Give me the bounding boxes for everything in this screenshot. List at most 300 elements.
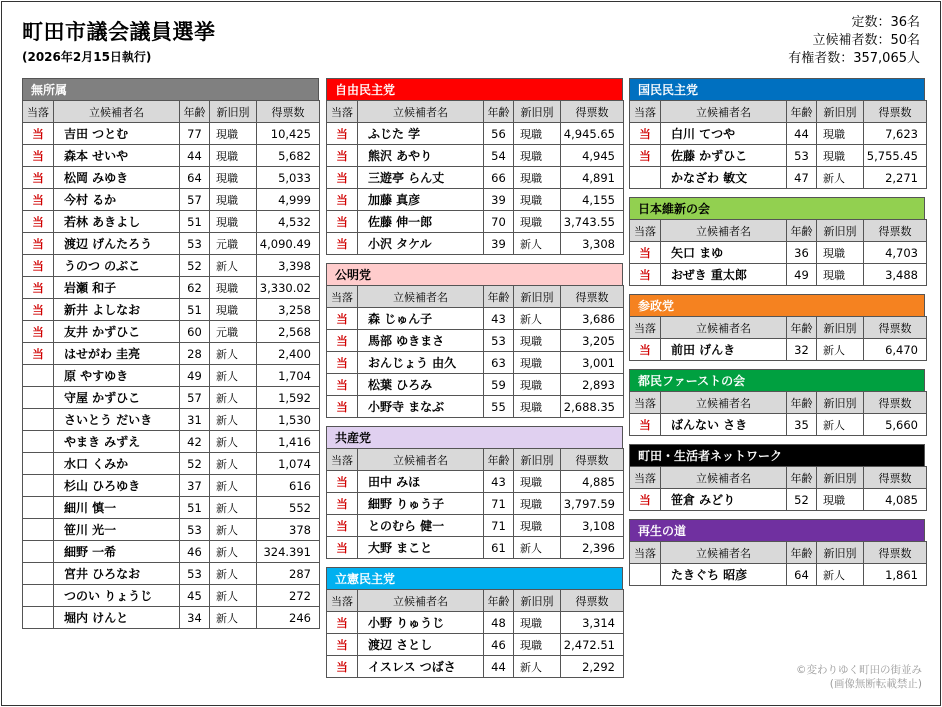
candidate-win: 当 (630, 414, 661, 436)
table-row (23, 189, 320, 211)
candidate-age: 45 (180, 585, 210, 607)
party-block (22, 78, 319, 629)
candidate-win (23, 541, 54, 563)
candidate-age: 47 (787, 167, 817, 189)
table-row (630, 339, 927, 361)
column-header-votes: 得票数 (561, 449, 624, 471)
column-header-name: 立候補者名 (661, 317, 787, 339)
candidate-age: 54 (484, 145, 514, 167)
candidate-votes: 3,743.55 (561, 211, 624, 233)
candidate-win: 当 (23, 123, 54, 145)
table-row (23, 453, 320, 475)
candidate-win: 当 (23, 343, 54, 365)
candidate-name: 細野 一希 (54, 541, 180, 563)
candidate-status: 現職 (514, 167, 561, 189)
candidate-status: 現職 (817, 242, 864, 264)
candidate-name: 原 やすゆき (54, 365, 180, 387)
table-row (327, 330, 624, 352)
party-header: 都民ファーストの会 (629, 369, 925, 391)
candidate-table (629, 316, 927, 361)
candidate-win: 当 (327, 612, 358, 634)
candidate-win: 当 (327, 145, 358, 167)
candidate-status: 現職 (514, 145, 561, 167)
candidate-name: 新井 よしなお (54, 299, 180, 321)
column-header-votes: 得票数 (864, 220, 927, 242)
candidate-status: 元職 (210, 321, 257, 343)
party-block (326, 263, 623, 418)
candidate-votes: 552 (257, 497, 320, 519)
candidate-win: 当 (327, 396, 358, 418)
candidate-votes: 3,258 (257, 299, 320, 321)
candidate-name: 矢口 まゆ (661, 242, 787, 264)
candidate-age: 39 (484, 189, 514, 211)
candidate-votes: 10,425 (257, 123, 320, 145)
candidate-status: 新人 (210, 541, 257, 563)
table-header-row (327, 101, 624, 123)
candidate-age: 49 (787, 264, 817, 286)
candidate-age: 71 (484, 515, 514, 537)
column-header-votes: 得票数 (561, 590, 624, 612)
column-header-status: 新旧別 (817, 101, 864, 123)
candidate-name: 佐藤 かずひこ (661, 145, 787, 167)
candidate-age: 57 (180, 387, 210, 409)
candidate-status: 新人 (210, 343, 257, 365)
table-row (327, 123, 624, 145)
candidates-count: 立候補者数：50名 (812, 33, 920, 48)
candidate-name: さいとう だいき (54, 409, 180, 431)
candidate-name: 白川 てつや (661, 123, 787, 145)
candidate-status: 現職 (514, 189, 561, 211)
candidate-votes: 4,085 (864, 489, 927, 511)
column-header-votes: 得票数 (864, 392, 927, 414)
table-row (630, 489, 927, 511)
candidate-age: 77 (180, 123, 210, 145)
candidate-win: 当 (327, 211, 358, 233)
candidate-status: 新人 (514, 656, 561, 678)
column-header-age: 年齢 (787, 317, 817, 339)
candidate-age: 61 (484, 537, 514, 559)
candidate-name: 杉山 ひろゆき (54, 475, 180, 497)
candidate-win: 当 (23, 233, 54, 255)
candidate-name: 松葉 ひろみ (358, 374, 484, 396)
candidate-name: イスレス つばさ (358, 656, 484, 678)
candidate-win (23, 431, 54, 453)
column-header-win: 当落 (23, 101, 54, 123)
candidate-status: 現職 (514, 471, 561, 493)
candidate-win: 当 (327, 189, 358, 211)
candidate-votes: 246 (257, 607, 320, 629)
table-row (630, 414, 927, 436)
candidate-votes: 3,108 (561, 515, 624, 537)
candidate-votes: 1,592 (257, 387, 320, 409)
candidate-status: 新人 (210, 431, 257, 453)
candidate-name: 笹倉 みどり (661, 489, 787, 511)
party-header: 参政党 (629, 294, 925, 316)
candidate-status: 新人 (210, 607, 257, 629)
candidate-status: 現職 (514, 612, 561, 634)
table-row (23, 431, 320, 453)
candidate-table (326, 285, 624, 418)
candidate-age: 51 (180, 497, 210, 519)
party-block (629, 519, 925, 586)
candidate-status: 新人 (210, 453, 257, 475)
column-header-name: 立候補者名 (358, 101, 484, 123)
candidate-win (23, 563, 54, 585)
candidate-status: 新人 (210, 365, 257, 387)
candidate-win: 当 (327, 634, 358, 656)
candidate-age: 51 (180, 211, 210, 233)
candidate-votes: 2,688.35 (561, 396, 624, 418)
column-header-age: 年齢 (484, 449, 514, 471)
candidate-votes: 1,530 (257, 409, 320, 431)
candidate-win (630, 564, 661, 586)
column-header-name: 立候補者名 (661, 392, 787, 414)
candidate-name: 松岡 みゆき (54, 167, 180, 189)
column-header-age: 年齢 (787, 542, 817, 564)
page-frame (1, 1, 941, 706)
candidate-name: おんじょう 由久 (358, 352, 484, 374)
party-block (629, 444, 925, 511)
column-header-status: 新旧別 (817, 317, 864, 339)
table-header-row (630, 317, 927, 339)
candidate-votes: 7,623 (864, 123, 927, 145)
column-header-age: 年齢 (484, 101, 514, 123)
candidate-name: 渡辺 げんたろう (54, 233, 180, 255)
table-row (23, 607, 320, 629)
candidate-age: 60 (180, 321, 210, 343)
column-header-name: 立候補者名 (358, 449, 484, 471)
candidate-status: 新人 (514, 233, 561, 255)
candidate-name: 若林 あきよし (54, 211, 180, 233)
candidate-table (22, 100, 320, 629)
candidate-name: 今村 るか (54, 189, 180, 211)
party-header: 無所属 (22, 78, 319, 100)
column-header-win: 当落 (630, 392, 661, 414)
candidate-age: 35 (787, 414, 817, 436)
column-header-status: 新旧別 (210, 101, 257, 123)
candidate-status: 現職 (514, 396, 561, 418)
table-row (23, 409, 320, 431)
candidate-win (23, 387, 54, 409)
candidate-age: 49 (180, 365, 210, 387)
candidate-win: 当 (327, 352, 358, 374)
table-header-row (327, 286, 624, 308)
candidate-win: 当 (327, 308, 358, 330)
candidate-name: たきぐち 昭彦 (661, 564, 787, 586)
candidate-status: 元職 (210, 233, 257, 255)
table-header-row (327, 590, 624, 612)
table-row (23, 475, 320, 497)
table-row (23, 563, 320, 585)
candidate-votes: 2,893 (561, 374, 624, 396)
candidate-votes: 2,396 (561, 537, 624, 559)
candidate-age: 64 (180, 167, 210, 189)
candidate-name: 加藤 真彦 (358, 189, 484, 211)
party-header: 公明党 (326, 263, 623, 285)
voters-count: 有権者数：357,065人 (788, 51, 920, 66)
column-header-win: 当落 (630, 467, 661, 489)
column-header-status: 新旧別 (514, 590, 561, 612)
candidate-age: 52 (180, 453, 210, 475)
candidate-win: 当 (23, 321, 54, 343)
page-title: 町田市議会議員選挙 (22, 20, 216, 44)
column-header-status: 新旧別 (817, 220, 864, 242)
candidate-status: 新人 (210, 387, 257, 409)
column-header-win: 当落 (630, 542, 661, 564)
table-header-row (23, 101, 320, 123)
table-row (327, 656, 624, 678)
candidate-votes: 4,090.49 (257, 233, 320, 255)
candidate-name: 田中 みほ (358, 471, 484, 493)
table-row (630, 264, 927, 286)
candidate-votes: 6,470 (864, 339, 927, 361)
column-header-age: 年齢 (484, 590, 514, 612)
table-row (23, 387, 320, 409)
candidate-win: 当 (327, 493, 358, 515)
table-row (327, 493, 624, 515)
table-row (327, 189, 624, 211)
candidate-name: やまき みずえ (54, 431, 180, 453)
candidate-age: 34 (180, 607, 210, 629)
table-row (23, 277, 320, 299)
column-header-age: 年齢 (484, 286, 514, 308)
candidate-win: 当 (23, 299, 54, 321)
candidate-age: 59 (484, 374, 514, 396)
candidate-win: 当 (23, 189, 54, 211)
candidate-age: 63 (484, 352, 514, 374)
candidate-age: 51 (180, 299, 210, 321)
table-row (23, 321, 320, 343)
candidate-age: 32 (787, 339, 817, 361)
candidate-status: 現職 (210, 277, 257, 299)
candidate-table (629, 219, 927, 286)
candidate-votes: 4,999 (257, 189, 320, 211)
credit-line: ©変わりゆく町田の街並み (796, 664, 922, 676)
table-row (23, 497, 320, 519)
candidate-votes: 3,001 (561, 352, 624, 374)
table-row (630, 167, 927, 189)
candidate-win: 当 (630, 242, 661, 264)
candidate-status: 現職 (514, 515, 561, 537)
party-header: 共産党 (326, 426, 623, 448)
candidate-table (326, 589, 624, 678)
candidate-win: 当 (23, 211, 54, 233)
party-block (326, 426, 623, 559)
column-header-votes: 得票数 (864, 542, 927, 564)
candidate-win: 当 (23, 255, 54, 277)
candidate-status: 新人 (210, 255, 257, 277)
candidate-name: 森本 せいや (54, 145, 180, 167)
candidate-votes: 2,568 (257, 321, 320, 343)
party-header: 立憲民主党 (326, 567, 623, 589)
candidate-status: 現職 (210, 123, 257, 145)
candidate-status: 現職 (514, 374, 561, 396)
candidate-win: 当 (630, 489, 661, 511)
candidate-win: 当 (630, 123, 661, 145)
candidate-name: 森 じゅん子 (358, 308, 484, 330)
candidate-win: 当 (327, 515, 358, 537)
candidate-age: 37 (180, 475, 210, 497)
candidate-status: 新人 (210, 563, 257, 585)
candidate-status: 現職 (817, 145, 864, 167)
table-row (23, 343, 320, 365)
candidate-status: 新人 (817, 339, 864, 361)
candidate-votes: 5,755.45 (864, 145, 927, 167)
candidate-status: 新人 (817, 167, 864, 189)
candidate-votes: 2,271 (864, 167, 927, 189)
candidate-status: 現職 (514, 330, 561, 352)
candidate-votes: 1,416 (257, 431, 320, 453)
candidate-win: 当 (630, 145, 661, 167)
copyright-credit (796, 663, 922, 691)
candidate-age: 66 (484, 167, 514, 189)
election-date: (2026年2月15日執行) (22, 50, 152, 64)
candidate-age: 53 (180, 233, 210, 255)
candidate-status: 現職 (210, 211, 257, 233)
table-row (23, 211, 320, 233)
table-header-row (630, 542, 927, 564)
column-header-win: 当落 (327, 101, 358, 123)
candidate-status: 新人 (210, 475, 257, 497)
candidate-votes: 3,797.59 (561, 493, 624, 515)
candidate-votes: 287 (257, 563, 320, 585)
column-2 (326, 78, 623, 686)
party-block (326, 78, 623, 255)
candidate-table (629, 391, 927, 436)
table-row (630, 123, 927, 145)
party-header: 自由民主党 (326, 78, 623, 100)
candidate-win: 当 (327, 537, 358, 559)
column-header-age: 年齢 (787, 392, 817, 414)
table-row (327, 352, 624, 374)
candidate-win: 当 (630, 264, 661, 286)
party-block (629, 78, 925, 189)
party-header: 国民民主党 (629, 78, 925, 100)
table-row (630, 242, 927, 264)
party-header: 日本維新の会 (629, 197, 925, 219)
candidate-votes: 4,703 (864, 242, 927, 264)
candidate-votes: 324.391 (257, 541, 320, 563)
candidate-name: 大野 まこと (358, 537, 484, 559)
candidate-name: 小野 りゅうじ (358, 612, 484, 634)
candidate-name: かなざわ 敏文 (661, 167, 787, 189)
table-row (23, 145, 320, 167)
election-summary (788, 14, 920, 68)
candidate-name: 馬部 ゆきまさ (358, 330, 484, 352)
candidate-age: 44 (180, 145, 210, 167)
candidate-name: 守屋 かずひこ (54, 387, 180, 409)
candidate-votes: 3,398 (257, 255, 320, 277)
candidate-votes: 3,686 (561, 308, 624, 330)
table-row (327, 471, 624, 493)
column-header-age: 年齢 (180, 101, 210, 123)
candidate-votes: 1,074 (257, 453, 320, 475)
candidate-win: 当 (23, 145, 54, 167)
column-header-status: 新旧別 (514, 449, 561, 471)
candidate-name: 三遊亭 らん丈 (358, 167, 484, 189)
column-header-votes: 得票数 (864, 467, 927, 489)
candidate-age: 53 (484, 330, 514, 352)
candidate-status: 現職 (514, 211, 561, 233)
table-row (327, 145, 624, 167)
candidate-votes: 4,532 (257, 211, 320, 233)
candidate-votes: 616 (257, 475, 320, 497)
candidate-name: 笹川 光一 (54, 519, 180, 541)
table-row (327, 167, 624, 189)
candidate-status: 現職 (210, 189, 257, 211)
candidate-age: 62 (180, 277, 210, 299)
column-header-votes: 得票数 (257, 101, 320, 123)
candidate-age: 70 (484, 211, 514, 233)
candidate-age: 57 (180, 189, 210, 211)
column-header-name: 立候補者名 (54, 101, 180, 123)
candidate-votes: 1,861 (864, 564, 927, 586)
candidate-votes: 2,472.51 (561, 634, 624, 656)
candidate-win (23, 519, 54, 541)
party-block (629, 197, 925, 286)
table-header-row (630, 101, 927, 123)
table-row (327, 634, 624, 656)
candidate-age: 44 (787, 123, 817, 145)
candidate-votes: 2,400 (257, 343, 320, 365)
credit-note: (画像無断転載禁止) (829, 678, 922, 690)
candidate-win: 当 (327, 656, 358, 678)
candidate-status: 新人 (817, 414, 864, 436)
candidate-age: 46 (180, 541, 210, 563)
candidate-win: 当 (327, 233, 358, 255)
candidate-votes: 2,292 (561, 656, 624, 678)
candidate-status: 新人 (210, 585, 257, 607)
table-row (630, 145, 927, 167)
column-header-name: 立候補者名 (661, 220, 787, 242)
candidate-age: 36 (787, 242, 817, 264)
table-row (327, 612, 624, 634)
column-header-status: 新旧別 (817, 542, 864, 564)
candidate-win: 当 (630, 339, 661, 361)
candidate-age: 56 (484, 123, 514, 145)
candidate-status: 現職 (514, 634, 561, 656)
candidate-age: 28 (180, 343, 210, 365)
column-header-status: 新旧別 (514, 286, 561, 308)
column-3 (629, 78, 925, 594)
column-header-votes: 得票数 (864, 317, 927, 339)
seats-count: 定数：36名 (851, 15, 920, 30)
candidate-status: 新人 (210, 497, 257, 519)
candidate-votes: 5,033 (257, 167, 320, 189)
candidate-name: 小野寺 まなぶ (358, 396, 484, 418)
candidate-age: 43 (484, 308, 514, 330)
candidate-status: 新人 (817, 564, 864, 586)
candidate-name: ばんない さき (661, 414, 787, 436)
candidate-win: 当 (23, 277, 54, 299)
party-block (326, 567, 623, 678)
candidate-votes: 378 (257, 519, 320, 541)
candidate-name: 友井 かずひこ (54, 321, 180, 343)
table-row (23, 123, 320, 145)
candidate-status: 現職 (514, 493, 561, 515)
table-row (327, 308, 624, 330)
candidate-win: 当 (327, 123, 358, 145)
candidate-age: 64 (787, 564, 817, 586)
table-row (327, 537, 624, 559)
candidate-status: 現職 (210, 299, 257, 321)
column-header-age: 年齢 (787, 467, 817, 489)
candidate-status: 新人 (514, 537, 561, 559)
candidate-votes: 1,704 (257, 365, 320, 387)
table-row (327, 515, 624, 537)
column-header-name: 立候補者名 (661, 101, 787, 123)
candidate-table (629, 541, 927, 586)
